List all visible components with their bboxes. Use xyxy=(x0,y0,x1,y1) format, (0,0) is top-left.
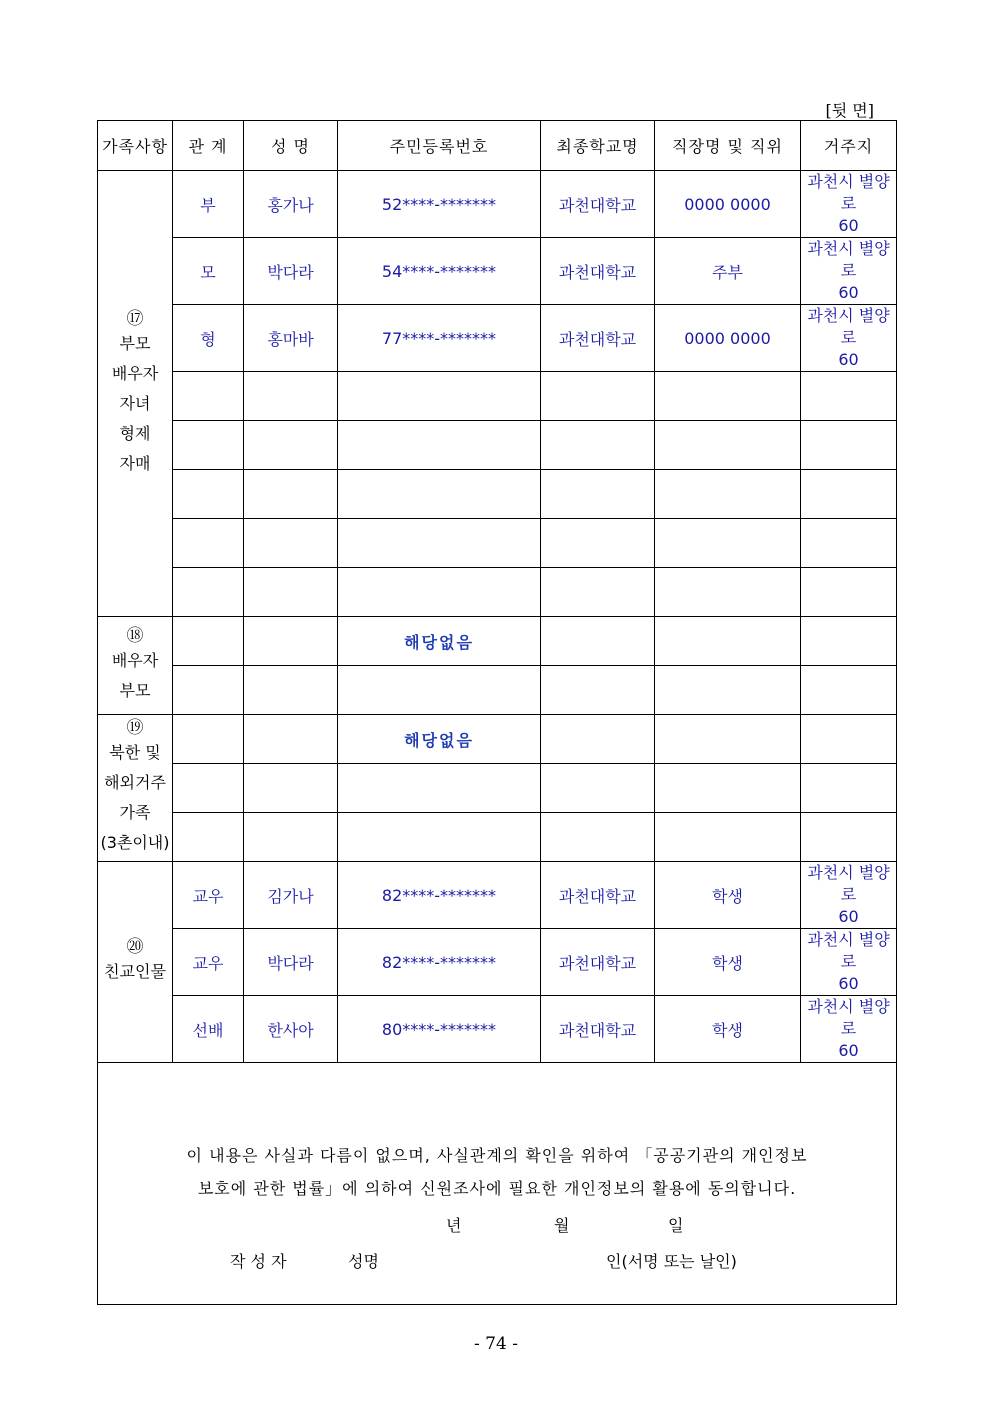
address-line: 60 xyxy=(838,350,859,369)
empty-cell xyxy=(244,470,338,519)
empty-cell xyxy=(655,372,801,421)
empty-cell xyxy=(244,519,338,568)
relation-cell: 부 xyxy=(173,171,244,238)
empty-cell xyxy=(801,372,897,421)
table-row xyxy=(98,617,897,666)
empty-cell xyxy=(801,715,897,764)
empty-cell xyxy=(801,764,897,813)
address-cell xyxy=(801,929,897,996)
family-info-table xyxy=(97,120,897,1305)
author-label: 작 성 자 xyxy=(230,1251,287,1271)
name-cell: 홍가나 xyxy=(244,171,338,238)
empty-cell xyxy=(541,421,655,470)
seal-label: 인(서명 또는 날인) xyxy=(606,1251,737,1271)
header-school: 최종학교명 xyxy=(541,121,655,171)
name-cell: 홍마바 xyxy=(244,305,338,372)
name-cell: 한사아 xyxy=(244,996,338,1063)
header-family: 가족사항 xyxy=(98,121,173,171)
address-cell xyxy=(801,171,897,238)
table-row xyxy=(98,715,897,764)
header-relation: 관 계 xyxy=(173,121,244,171)
section19-line: 북한 및 xyxy=(109,743,161,762)
empty-cell xyxy=(541,666,655,715)
section18-label xyxy=(98,617,173,715)
empty-cell xyxy=(173,568,244,617)
empty-cell xyxy=(801,568,897,617)
address-cell xyxy=(801,862,897,929)
empty-cell xyxy=(338,470,541,519)
header-name: 성 명 xyxy=(244,121,338,171)
consent-cell xyxy=(98,1063,897,1305)
empty-cell xyxy=(338,568,541,617)
school-cell: 과천대학교 xyxy=(541,305,655,372)
empty-cell xyxy=(655,813,801,862)
rrn-cell: 80****-******* xyxy=(338,996,541,1063)
date-line xyxy=(98,1213,896,1249)
empty-cell xyxy=(655,764,801,813)
rrn-cell: 77****-******* xyxy=(338,305,541,372)
consent-statement xyxy=(142,1139,852,1205)
section18-line: 부모 xyxy=(119,680,151,700)
empty-cell xyxy=(801,813,897,862)
section17-line: 형제 xyxy=(119,423,151,443)
empty-cell xyxy=(801,421,897,470)
address-line: 60 xyxy=(838,907,859,926)
empty-cell xyxy=(244,813,338,862)
empty-cell xyxy=(338,421,541,470)
section19-line: 해외거주 xyxy=(104,773,166,792)
section17-line: 부모 xyxy=(119,333,151,353)
empty-cell xyxy=(173,764,244,813)
empty-cell xyxy=(541,372,655,421)
address-cell xyxy=(801,996,897,1063)
rrn-cell: 52****-******* xyxy=(338,171,541,238)
table-row xyxy=(98,519,897,568)
empty-cell xyxy=(244,372,338,421)
job-cell: 0000 0000 xyxy=(655,171,801,238)
name-cell: 김가나 xyxy=(244,862,338,929)
empty-cell xyxy=(801,617,897,666)
consent-line: 이 내용은 사실과 다름이 없으며, 사실관계의 확인을 위하여 「공공기관의 개인정보 xyxy=(186,1145,808,1165)
address-line: 60 xyxy=(838,283,859,302)
empty-cell xyxy=(173,617,244,666)
back-side-label: [뒷 면] xyxy=(825,101,874,120)
empty-cell xyxy=(338,519,541,568)
consent-row xyxy=(98,1063,897,1305)
section17-number: ⑰ xyxy=(126,308,144,329)
year-label: 년 xyxy=(446,1215,462,1235)
address-line: 과천시 별양로 xyxy=(807,172,890,213)
job-cell: 학생 xyxy=(655,996,801,1063)
section17-line: 자녀 xyxy=(119,393,151,413)
relation-cell: 선배 xyxy=(173,996,244,1063)
relation-cell: 모 xyxy=(173,238,244,305)
consent-line: 보호에 관한 법률」에 의하여 신원조사에 필요한 개인정보의 활용에 동의합니다. xyxy=(197,1178,797,1198)
table-row xyxy=(98,862,897,929)
empty-cell xyxy=(655,617,801,666)
header-address: 거주지 xyxy=(801,121,897,171)
header-job: 직장명 및 직위 xyxy=(655,121,801,171)
day-label: 일 xyxy=(668,1215,684,1235)
table-row xyxy=(98,813,897,862)
address-line: 과천시 별양로 xyxy=(807,306,890,347)
table-row xyxy=(98,470,897,519)
empty-cell xyxy=(173,519,244,568)
empty-cell xyxy=(655,715,801,764)
section20-line: 친교인물 xyxy=(104,962,166,981)
empty-cell xyxy=(655,470,801,519)
address-cell xyxy=(801,238,897,305)
empty-cell xyxy=(655,568,801,617)
table-row xyxy=(98,929,897,996)
empty-cell xyxy=(338,764,541,813)
job-cell: 0000 0000 xyxy=(655,305,801,372)
empty-cell xyxy=(541,715,655,764)
table-row xyxy=(98,238,897,305)
section17-line: 배우자 xyxy=(111,363,159,383)
table-row xyxy=(98,764,897,813)
address-line: 과천시 별양로 xyxy=(807,863,890,904)
relation-cell: 교우 xyxy=(173,862,244,929)
empty-cell xyxy=(655,519,801,568)
month-label: 월 xyxy=(554,1215,570,1235)
job-cell: 주부 xyxy=(655,238,801,305)
empty-cell xyxy=(655,421,801,470)
relation-cell: 교우 xyxy=(173,929,244,996)
section19-line: 가족 xyxy=(119,803,151,822)
section17-label xyxy=(98,171,173,617)
not-applicable-text: 해당없음 xyxy=(338,715,541,764)
address-line: 60 xyxy=(838,1041,859,1060)
page-number: - 74 - xyxy=(474,1334,518,1354)
empty-cell xyxy=(173,421,244,470)
table-row xyxy=(98,568,897,617)
empty-cell xyxy=(173,666,244,715)
signature-line xyxy=(98,1249,896,1285)
job-cell: 학생 xyxy=(655,929,801,996)
empty-cell xyxy=(541,519,655,568)
address-line: 60 xyxy=(838,974,859,993)
empty-cell xyxy=(173,470,244,519)
school-cell: 과천대학교 xyxy=(541,996,655,1063)
empty-cell xyxy=(173,715,244,764)
name-cell: 박다라 xyxy=(244,238,338,305)
empty-cell xyxy=(541,813,655,862)
address-line: 60 xyxy=(838,216,859,235)
empty-cell xyxy=(541,568,655,617)
name-cell: 박다라 xyxy=(244,929,338,996)
section20-label xyxy=(98,862,173,1063)
address-cell xyxy=(801,305,897,372)
school-cell: 과천대학교 xyxy=(541,929,655,996)
section20-number: ⑳ xyxy=(126,937,144,957)
empty-cell xyxy=(244,568,338,617)
section18-number: ⑱ xyxy=(126,625,144,646)
rrn-cell: 54****-******* xyxy=(338,238,541,305)
empty-cell xyxy=(801,519,897,568)
empty-cell xyxy=(244,764,338,813)
school-cell: 과천대학교 xyxy=(541,238,655,305)
not-applicable-text: 해당없음 xyxy=(338,617,541,666)
empty-cell xyxy=(244,421,338,470)
empty-cell xyxy=(173,372,244,421)
address-line: 과천시 별양로 xyxy=(807,997,890,1038)
empty-cell xyxy=(338,813,541,862)
empty-cell xyxy=(655,666,801,715)
table-row xyxy=(98,996,897,1063)
section19-line: (3촌이내) xyxy=(100,833,170,852)
table-row xyxy=(98,305,897,372)
relation-cell: 형 xyxy=(173,305,244,372)
address-line: 과천시 별양로 xyxy=(807,239,890,280)
name-label: 성명 xyxy=(348,1251,379,1271)
school-cell: 과천대학교 xyxy=(541,862,655,929)
empty-cell xyxy=(244,617,338,666)
table-row xyxy=(98,421,897,470)
empty-cell xyxy=(244,715,338,764)
section19-number: ⑲ xyxy=(126,718,144,738)
job-cell: 학생 xyxy=(655,862,801,929)
table-row xyxy=(98,171,897,238)
empty-cell xyxy=(801,666,897,715)
empty-cell xyxy=(173,813,244,862)
empty-cell xyxy=(244,666,338,715)
section17-line: 자매 xyxy=(119,453,151,473)
address-line: 과천시 별양로 xyxy=(807,930,890,971)
empty-cell xyxy=(541,764,655,813)
empty-cell xyxy=(801,470,897,519)
empty-cell xyxy=(541,617,655,666)
empty-cell xyxy=(338,666,541,715)
table-row xyxy=(98,372,897,421)
rrn-cell: 82****-******* xyxy=(338,929,541,996)
section18-line: 배우자 xyxy=(111,650,159,670)
empty-cell xyxy=(541,470,655,519)
empty-cell xyxy=(338,372,541,421)
header-row xyxy=(98,121,897,171)
rrn-cell: 82****-******* xyxy=(338,862,541,929)
header-rrn: 주민등록번호 xyxy=(338,121,541,171)
section19-label xyxy=(98,715,173,862)
table-row xyxy=(98,666,897,715)
school-cell: 과천대학교 xyxy=(541,171,655,238)
